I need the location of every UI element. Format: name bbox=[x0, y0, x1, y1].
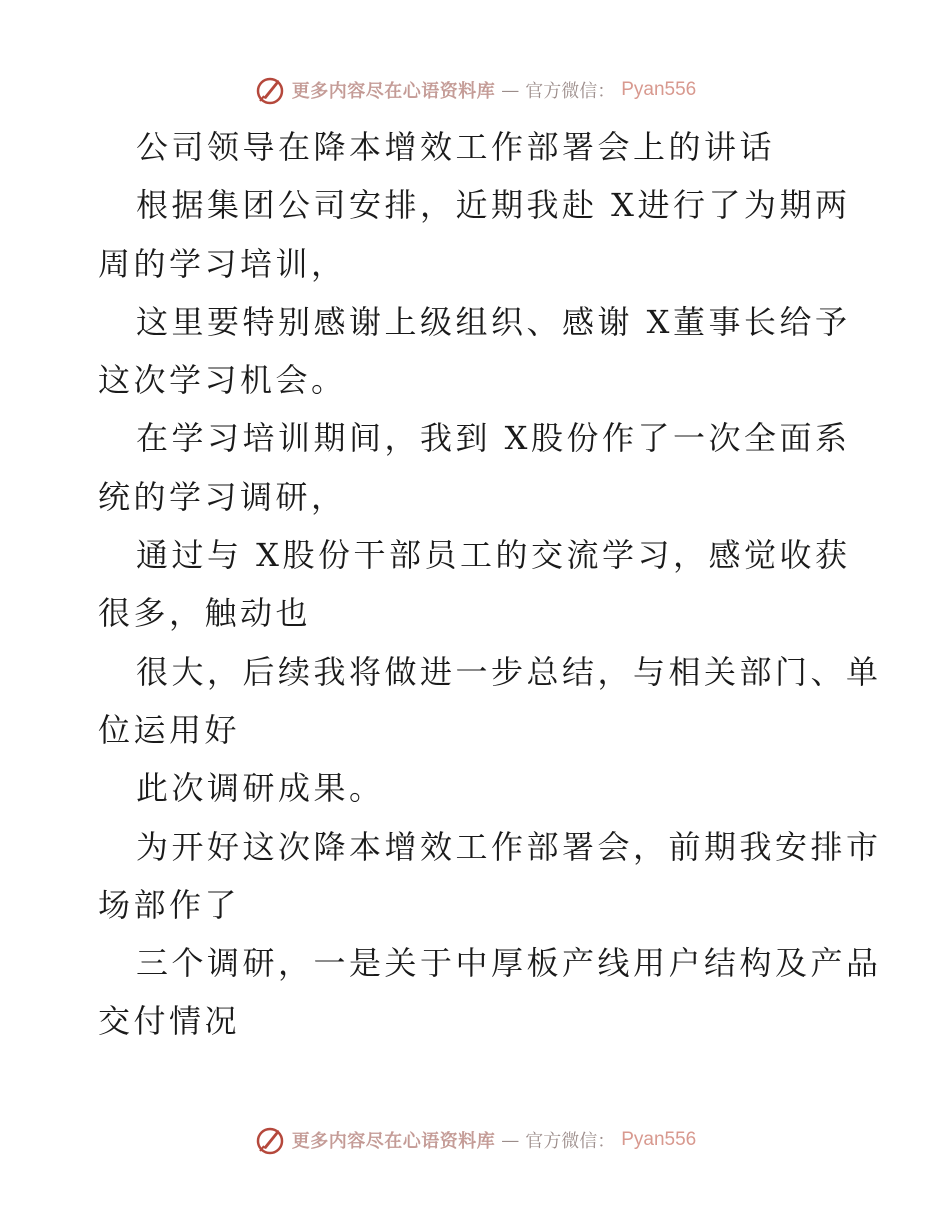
banner-wechat-id: Pyan556 bbox=[621, 79, 697, 100]
paragraph-line: 此次调研成果。 bbox=[136, 769, 385, 808]
paragraph-line: 位运用好 bbox=[98, 710, 241, 749]
paragraph-line: 交付情况 bbox=[98, 1002, 241, 1041]
quill-pen-logo-icon bbox=[254, 1124, 286, 1156]
banner-title: 更多内容尽在心语资料库 bbox=[291, 1131, 496, 1152]
paragraph-line: 统的学习调研， bbox=[98, 477, 347, 516]
paragraph-line: 根据集团公司安排，近期我赴 X进行了为期两 bbox=[136, 186, 851, 225]
paragraph-line: 这里要特别感谢上级组织、感谢 X董事长给予 bbox=[136, 302, 851, 341]
paragraph-line: 这次学习机会。 bbox=[98, 361, 347, 400]
paragraph-line: 周的学习培训， bbox=[98, 244, 347, 283]
banner-wechat-label: 官方微信： bbox=[525, 1131, 616, 1152]
banner-title: 更多内容尽在心语资料库 bbox=[291, 81, 496, 102]
footer-banner bbox=[0, 1120, 950, 1160]
document-title: 公司领导在降本增效工作部署会上的讲话 bbox=[136, 128, 776, 166]
banner-wechat-id: Pyan556 bbox=[621, 1129, 697, 1150]
banner-separator: — bbox=[501, 79, 520, 101]
document-body bbox=[98, 118, 882, 1051]
banner-separator: — bbox=[501, 1129, 520, 1151]
banner-wechat-label: 官方微信： bbox=[525, 81, 616, 102]
paragraph-line: 很大，后续我将做进一步总结，与相关部门、单 bbox=[136, 652, 882, 691]
paragraph-line: 很多，触动也 bbox=[98, 594, 312, 633]
paragraph-line: 为开好这次降本增效工作部署会，前期我安排市 bbox=[136, 827, 882, 866]
paragraph-line: 在学习培训期间，我到 X股份作了一次全面系 bbox=[136, 419, 851, 458]
quill-pen-logo-icon bbox=[254, 74, 286, 106]
header-banner bbox=[0, 70, 950, 110]
paragraph-line: 场部作了 bbox=[98, 885, 241, 924]
paragraph-line: 三个调研，一是关于中厚板产线用户结构及产品 bbox=[136, 944, 882, 983]
paragraph-line: 通过与 X股份干部员工的交流学习，感觉收获 bbox=[136, 536, 851, 575]
